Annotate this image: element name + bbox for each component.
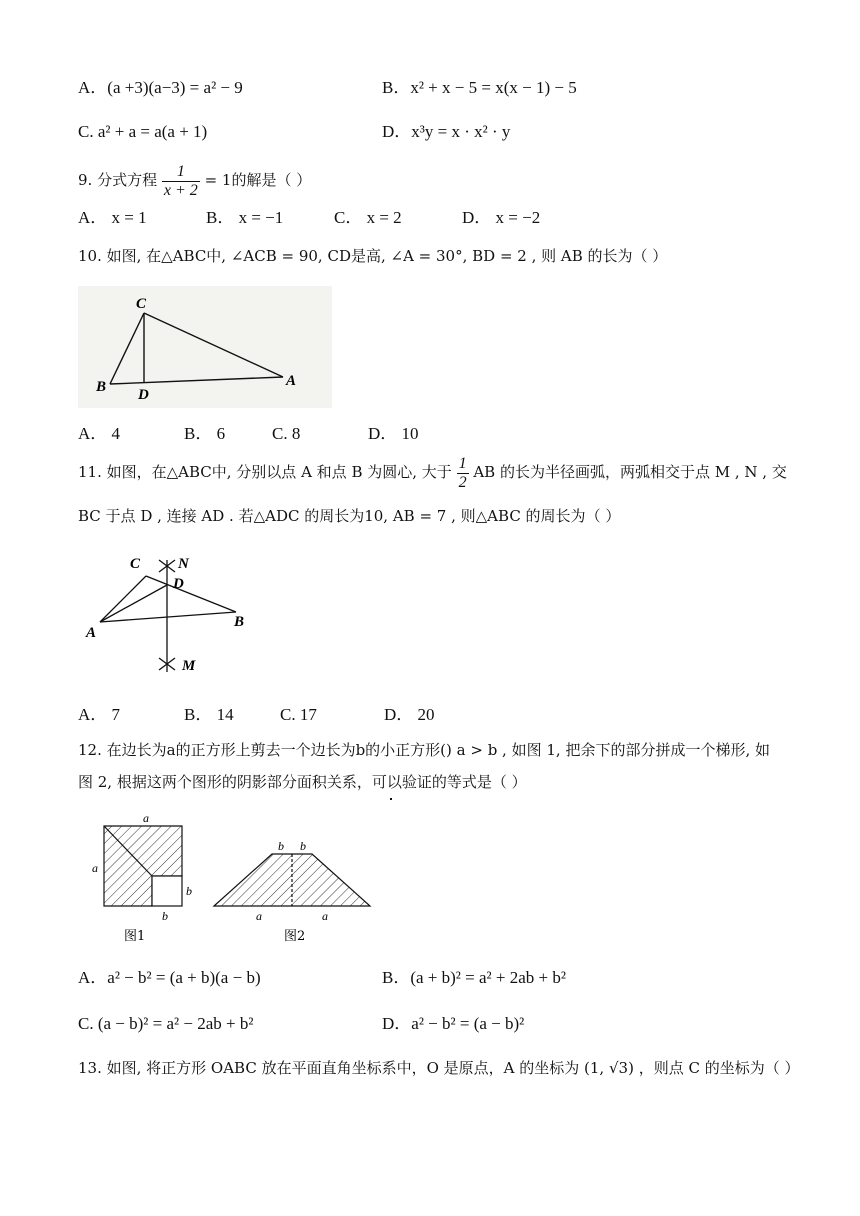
q12-fig1-small-square — [152, 876, 182, 906]
q11-option-d: D． 20 — [384, 705, 435, 724]
q10-option-a: A． 4 — [78, 424, 121, 443]
q12-fig1-label-left: a — [92, 861, 98, 875]
q11-fraction — [457, 455, 469, 492]
q12-figure-1 — [88, 810, 200, 948]
q10-label-c: C — [136, 296, 147, 312]
q13-stem: 13. 如图, 将正方形 OABC 放在平面直角坐标系中，O 是原点，A 的坐标为 (1, √3) ，则点 C 的坐标为（ ） — [78, 1059, 800, 1077]
q9-fraction-denominator: x + 2 — [163, 181, 198, 199]
stray-dot — [390, 798, 392, 800]
q8-option-c: C. a² + a = a(a + 1) — [78, 122, 208, 141]
q11-label-c: C — [130, 556, 141, 572]
q10-option-d: D． 10 — [368, 424, 419, 443]
q8-option-b: B．x² + x − 5 = x(x − 1) − 5 — [382, 78, 577, 97]
q11-label-a: A — [86, 625, 97, 641]
q11-side-cb — [146, 576, 236, 612]
q11-text-post: AB 的长为半径画弧，两弧相交于点 M , N , 交 — [473, 463, 787, 481]
q9-option-b: B． x = −1 — [206, 208, 284, 227]
q12-option-a: A．a² − b² = (a + b)(a − b) — [78, 968, 261, 987]
q9-prefix: 9. 分式方程 — [78, 171, 158, 189]
q11-segment-ad — [100, 585, 167, 622]
q12-option-d: D．a² − b² = (a − b)² — [382, 1014, 525, 1033]
q11-label-d: D — [173, 576, 184, 592]
q8-option-d: D．x³y = x · x² · y — [382, 122, 511, 141]
q12-fig1-label-bottom: b — [162, 909, 168, 923]
q12-fig2-label-top-left: b — [278, 839, 284, 853]
q9-suffix: = 1的解是（ ） — [204, 171, 312, 189]
q9-fraction-numerator: 1 — [162, 163, 200, 182]
q12-fig2-caption: 图2 — [284, 929, 306, 944]
q11-label-m: M — [182, 658, 196, 674]
q9-option-c: C． x = 2 — [334, 208, 402, 227]
q10-option-c: C. 8 — [272, 424, 301, 443]
q11-stem-line2: BC 于点 D , 连接 AD . 若△ADC 的周长为10, AB = 7 , 则△ABC 的周长为（ ） — [78, 507, 621, 525]
q11-fraction-denominator: 2 — [458, 473, 467, 491]
q9-fraction — [162, 163, 200, 200]
q11-fraction-numerator: 1 — [458, 454, 467, 472]
q9-option-a: A． x = 1 — [78, 208, 147, 227]
q9-stem — [78, 160, 311, 200]
q12-fig2-label-bottom-right: a — [322, 909, 328, 923]
q12-figure-2 — [208, 830, 378, 950]
q10-label-d: D — [138, 387, 149, 403]
q12-fig2-label-bottom-left: a — [256, 909, 262, 923]
q10-label-b: B — [96, 379, 107, 395]
q10-label-a: A — [286, 373, 297, 389]
q9-option-d: D． x = −2 — [462, 208, 541, 227]
q11-side-ca — [100, 576, 146, 622]
q12-stem-line1: 12. 在边长为a的正方形上剪去一个边长为b的小正方形() a > b , 如图 1, 把余下的部分拼成一个梯形, 如 — [78, 741, 770, 759]
q12-fig2-label-top-right: b — [300, 839, 306, 853]
q10-option-b: B． 6 — [184, 424, 226, 443]
q8-option-a: A．(a +3)(a−3) = a² − 9 — [78, 78, 243, 97]
q12-fig1-label-right: b — [186, 884, 192, 898]
q11-figure — [78, 546, 278, 682]
q12-figure-2-diagram — [208, 830, 378, 950]
q11-stem-line1 — [78, 452, 787, 492]
q12-option-c: C. (a − b)² = a² − 2ab + b² — [78, 1014, 254, 1033]
q11-text-pre: 11. 如图，在△ABC中, 分别以点 A 和点 B 为圆心, 大于 — [78, 463, 452, 481]
q11-option-a: A． 7 — [78, 705, 121, 724]
q10-stem: 10. 如图, 在△ABC中, ∠ACB = 90, CD是高, ∠A = 30°, BD = 2 , 则 AB 的长为（ ） — [78, 247, 668, 265]
q12-fig1-caption: 图1 — [124, 929, 146, 944]
q11-option-c: C. 17 — [280, 705, 317, 724]
q11-label-n: N — [178, 556, 189, 572]
q12-fig1-label-top: a — [143, 811, 149, 825]
q11-label-b: B — [234, 614, 245, 630]
q11-option-b: B． 14 — [184, 705, 234, 724]
q11-construction-diagram — [78, 546, 278, 682]
q12-stem-line2: 图 2, 根据这两个图形的阴影部分面积关系，可以验证的等式是（ ） — [78, 773, 527, 791]
q11-side-ab — [100, 612, 236, 622]
q12-option-b: B．(a + b)² = a² + 2ab + b² — [382, 968, 566, 987]
q10-triangle-diagram — [78, 286, 332, 408]
q12-figure-1-diagram — [88, 810, 200, 948]
q10-figure — [78, 286, 332, 408]
